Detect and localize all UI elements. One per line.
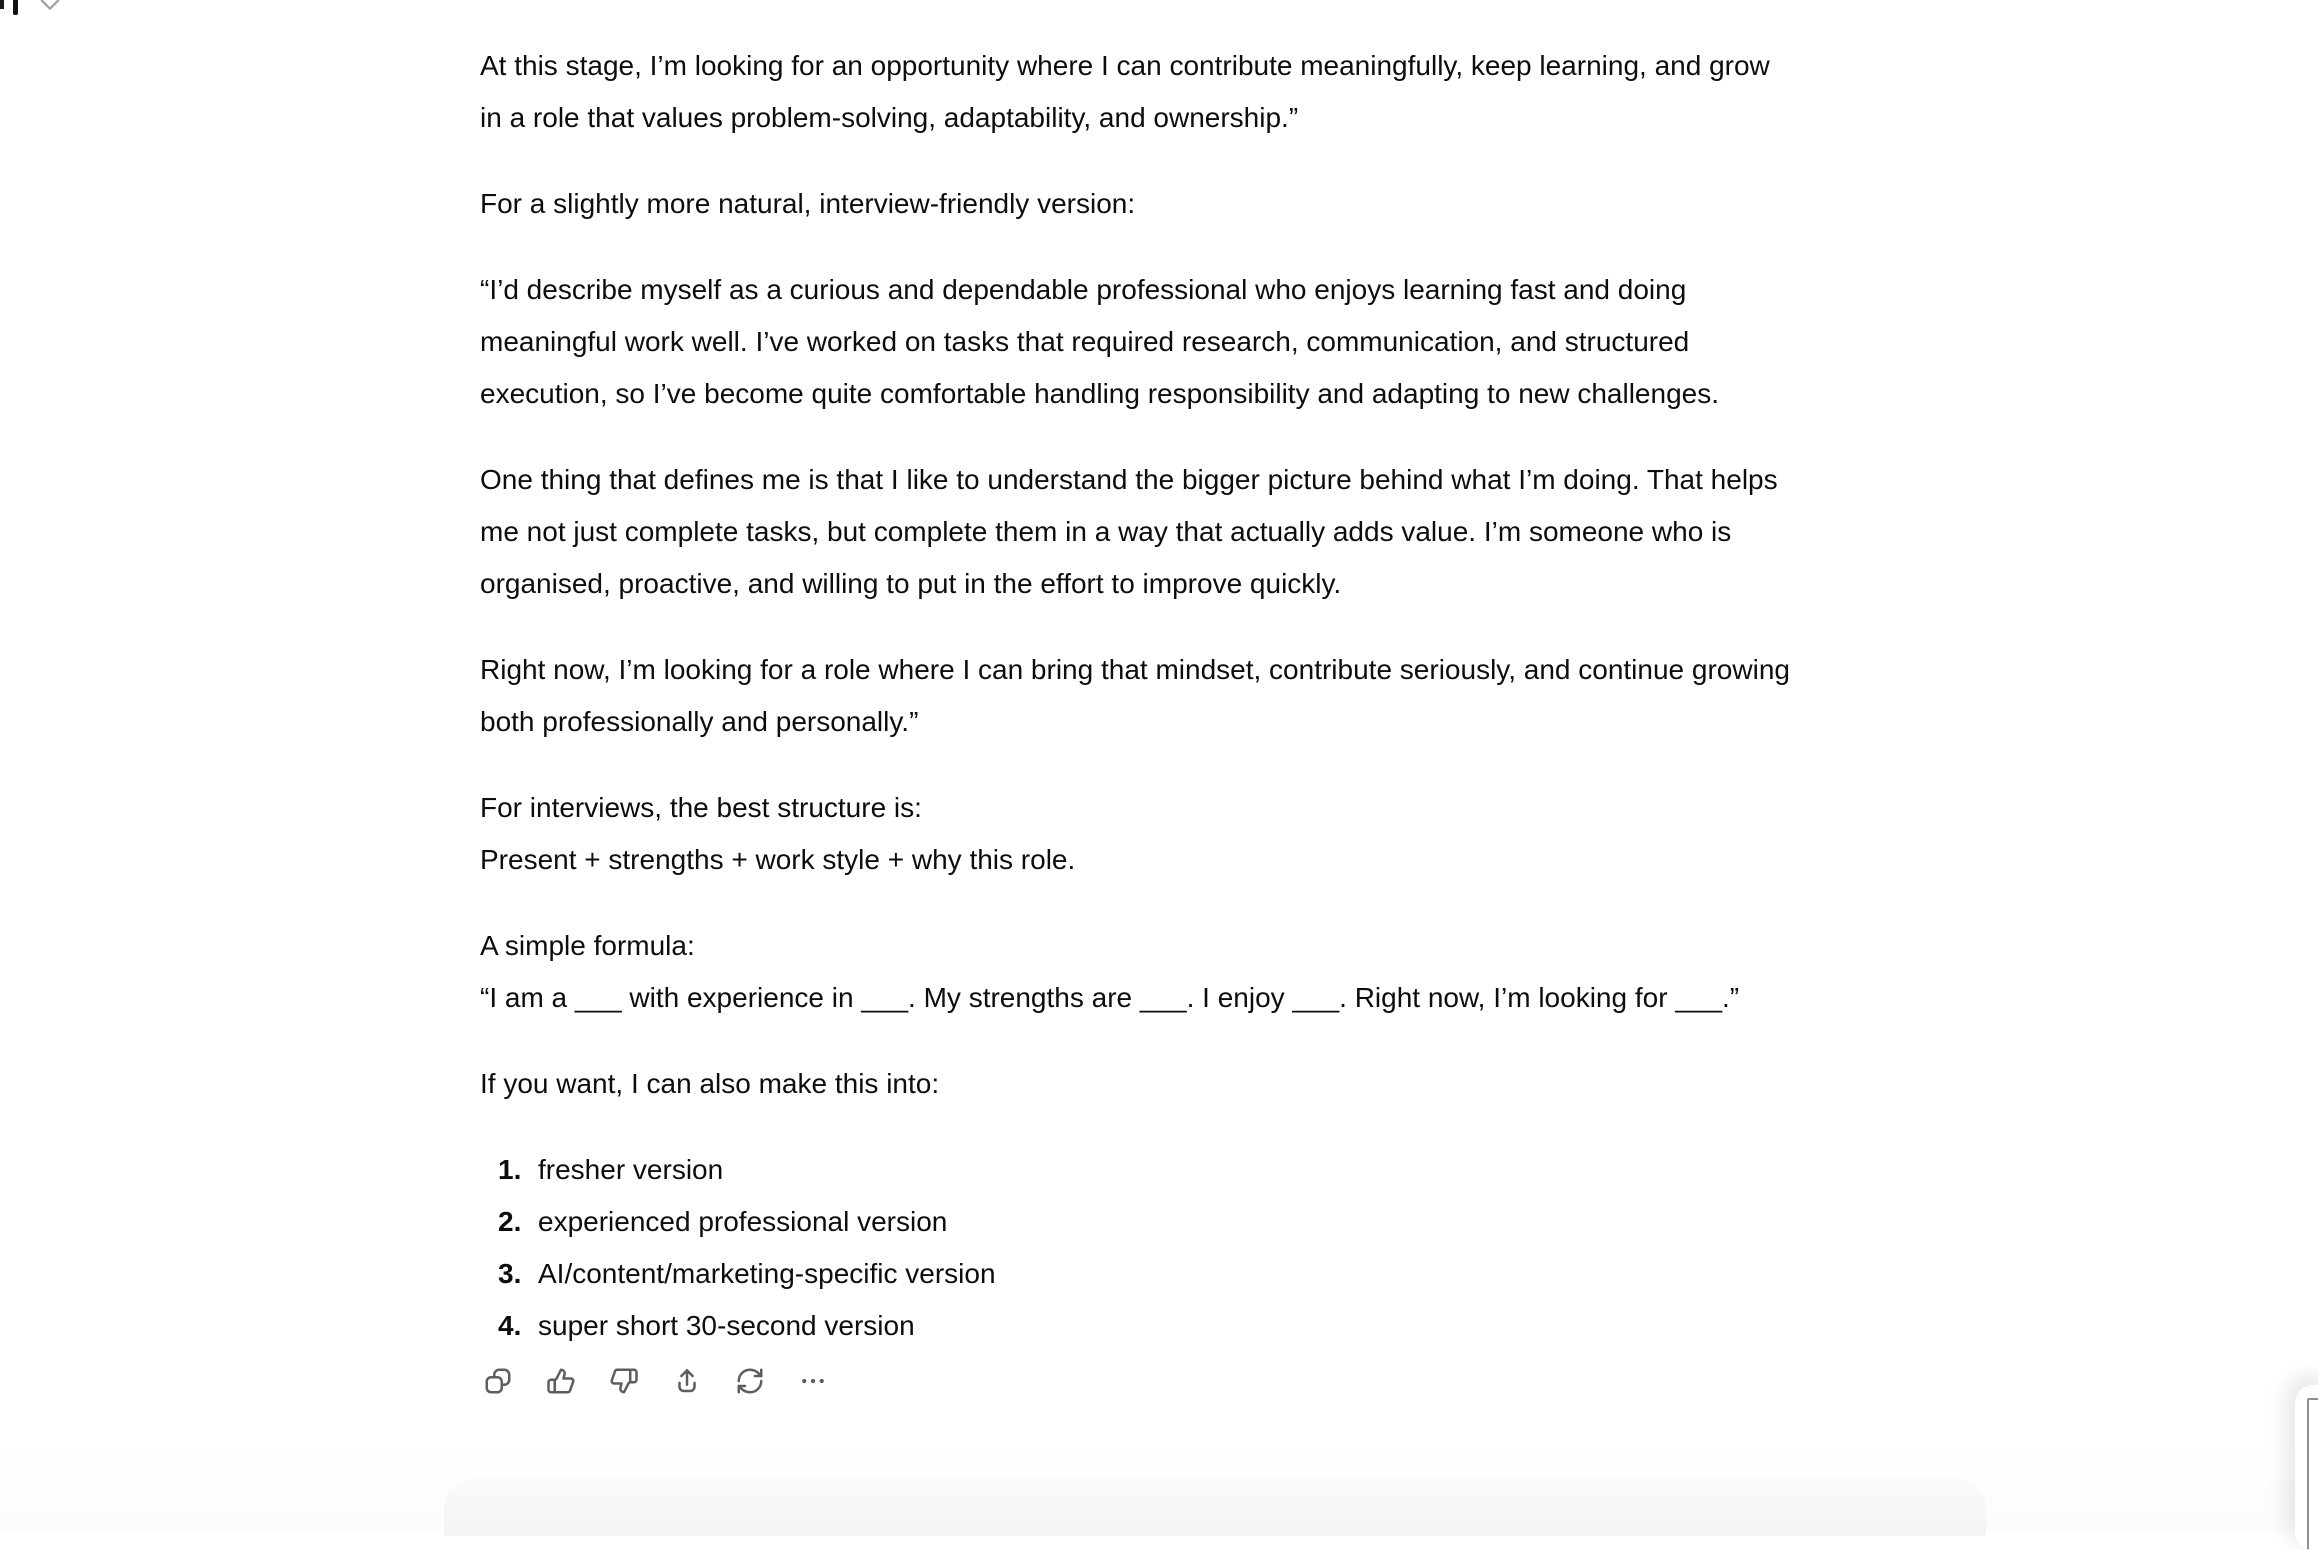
paragraph-line: A simple formula: (480, 930, 695, 961)
regenerate-button[interactable] (734, 1365, 766, 1397)
ellipsis-icon (798, 1366, 828, 1396)
list-number: 4. (498, 1310, 522, 1341)
list-number: 1. (498, 1154, 522, 1185)
header-text-fragment (0, 0, 4, 9)
list-item (480, 1144, 2080, 1196)
list-number: 3. (498, 1258, 522, 1289)
paragraph (480, 782, 2080, 886)
paragraph-line: in a role that values problem-solving, adaptability, and ownership.” (480, 102, 1299, 133)
paragraph-line: For a slightly more natural, interview-friendly version: (480, 188, 1136, 219)
chevron-down-icon[interactable] (36, 0, 64, 23)
paragraph (480, 1058, 2080, 1110)
paragraph-line: me not just complete tasks, but complete them in a way that actually adds value. I’m someone who is (480, 516, 1732, 547)
more-options-button[interactable] (797, 1365, 829, 1397)
message-actions-toolbar (482, 1358, 829, 1404)
paragraph (480, 178, 2080, 230)
paragraph-line: Present + strengths + work style + why this role. (480, 844, 1076, 875)
list-item (480, 1300, 2080, 1352)
corner-widget-frame (2307, 1398, 2318, 1550)
copy-icon (483, 1366, 513, 1396)
paragraph-line: One thing that defines me is that I like to understand the bigger picture behind what I’m doing. That helps (480, 464, 1778, 495)
paragraph-line: “I am a ___ with experience in ___. My strengths are ___. I enjoy ___. Right now, I’m looking for ___.” (480, 982, 1740, 1013)
paragraph (480, 454, 2080, 610)
paragraph (480, 644, 2080, 748)
paragraph-line: both professionally and personally.” (480, 706, 919, 737)
thumbs-up-button[interactable] (545, 1365, 577, 1397)
list-text: experienced professional version (538, 1206, 948, 1237)
share-button[interactable] (671, 1365, 703, 1397)
composer-input[interactable] (444, 1478, 1986, 1536)
list-text: AI/content/marketing-specific version (538, 1258, 996, 1289)
options-list (480, 1144, 2080, 1352)
list-item (480, 1196, 2080, 1248)
paragraph (480, 920, 2080, 1024)
assistant-message (480, 40, 2080, 1352)
copy-button[interactable] (482, 1365, 514, 1397)
paragraph-line: At this stage, I’m looking for an opportunity where I can contribute meaningfully, keep learning, and grow (480, 50, 1770, 81)
paragraph-line: Right now, I’m looking for a role where I can bring that mindset, contribute seriously, and continue growing (480, 654, 1790, 685)
paragraph-line: “I’d describe myself as a curious and dependable professional who enjoys learning fast and doing (480, 274, 1687, 305)
paragraph-line: meaningful work well. I’ve worked on tasks that required research, communication, and structured (480, 326, 1690, 357)
header-text-cursor-fragment (13, 0, 18, 15)
paragraph-line: organised, proactive, and willing to put in the effort to improve quickly. (480, 568, 1342, 599)
corner-widget[interactable] (2295, 1385, 2318, 1550)
share-upload-icon (672, 1366, 702, 1396)
thumbs-down-button[interactable] (608, 1365, 640, 1397)
paragraph (480, 40, 2080, 144)
paragraph-line: execution, so I’ve become quite comfortable handling responsibility and adapting to new challenges. (480, 378, 1719, 409)
list-item (480, 1248, 2080, 1300)
paragraph-line: If you want, I can also make this into: (480, 1068, 940, 1099)
list-number: 2. (498, 1206, 522, 1237)
list-text: fresher version (538, 1154, 724, 1185)
thumbs-down-icon (609, 1366, 639, 1396)
header-fragment (0, 0, 120, 40)
paragraph-line: For interviews, the best structure is: (480, 792, 922, 823)
regenerate-icon (735, 1366, 765, 1396)
paragraph (480, 264, 2080, 420)
thumbs-up-icon (546, 1366, 576, 1396)
list-text: super short 30-second version (538, 1310, 915, 1341)
